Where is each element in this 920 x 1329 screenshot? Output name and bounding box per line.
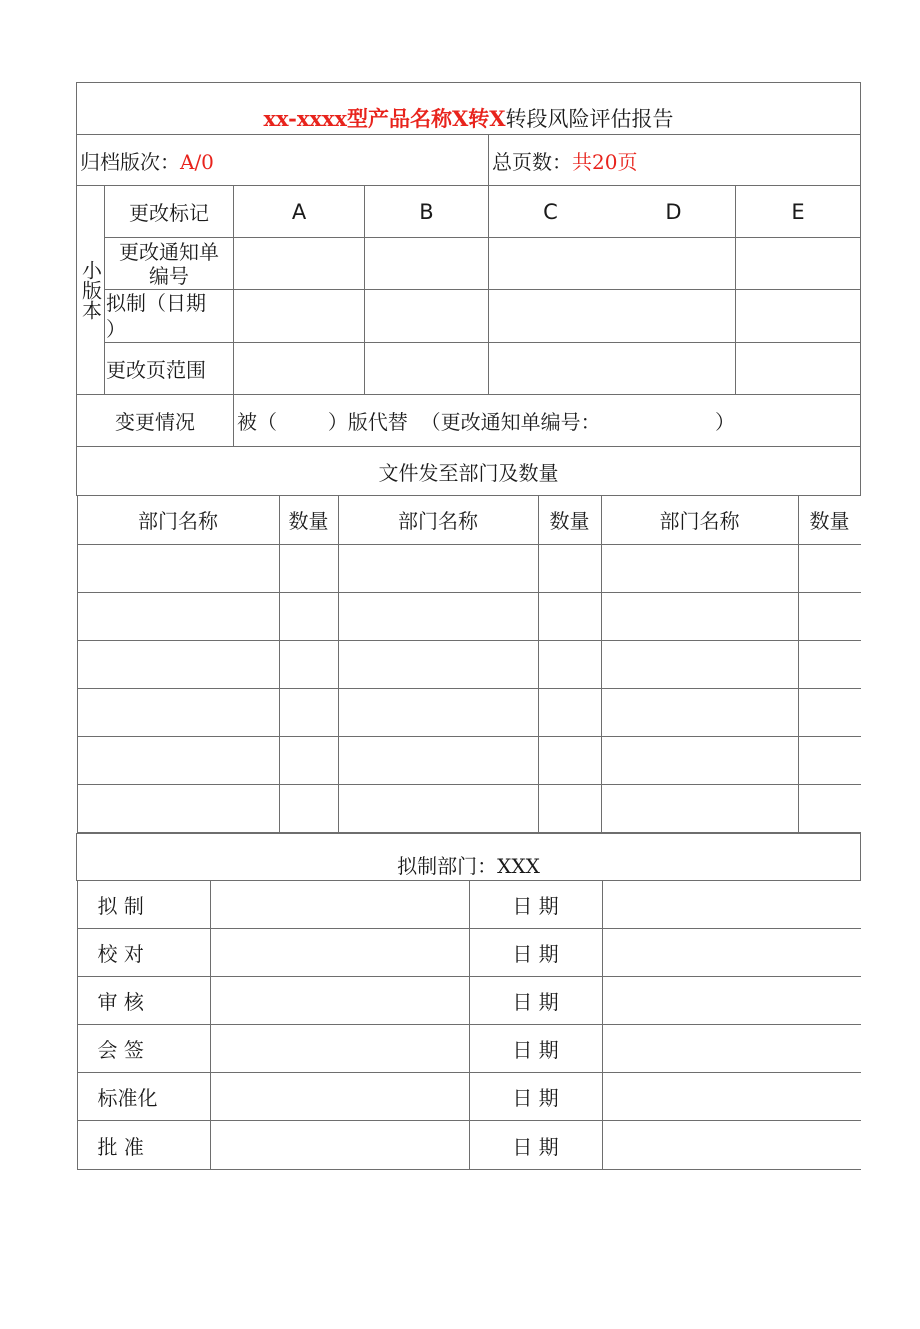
version-col-b: B <box>365 186 489 238</box>
distribution-row <box>77 784 861 832</box>
dept-cell[interactable] <box>338 640 538 688</box>
total-pages-value: 共20页 <box>572 149 638 174</box>
signoff-date-label: 日 期 <box>469 1025 602 1073</box>
signoff-name-cell[interactable] <box>210 1121 469 1170</box>
distribution-wrapper <box>77 496 861 834</box>
dept-cell[interactable] <box>77 640 279 688</box>
qty-cell[interactable] <box>798 736 861 784</box>
dept-cell[interactable] <box>338 688 538 736</box>
qty-cell[interactable] <box>279 592 338 640</box>
distribution-row <box>77 544 861 592</box>
drafting-department: 拟制部门：XXX <box>77 833 861 880</box>
signoff-role-label: 校 对 <box>77 929 210 977</box>
draft-cell-cd[interactable] <box>489 290 736 343</box>
qty-cell[interactable] <box>279 736 338 784</box>
qty-cell[interactable] <box>538 544 601 592</box>
qty-cell[interactable] <box>798 688 861 736</box>
qty-cell[interactable] <box>538 688 601 736</box>
draft-cell-a[interactable] <box>234 290 365 343</box>
distribution-heading: 文件发至部门及数量 <box>77 447 861 496</box>
report-title <box>77 83 861 135</box>
dept-cell[interactable] <box>338 736 538 784</box>
signoff-role-label: 批 准 <box>77 1121 210 1170</box>
qty-cell[interactable] <box>538 640 601 688</box>
total-pages-cell <box>489 135 861 186</box>
change-mark-label: 更改标记 <box>105 186 234 238</box>
signoff-role-label: 拟 制 <box>77 881 210 929</box>
signoff-name-cell[interactable] <box>210 1073 469 1121</box>
distribution-row <box>77 688 861 736</box>
version-col-c: C <box>543 199 558 224</box>
change-status-label: 变更情况 <box>77 395 234 447</box>
change-status-text: 被（ ）版代替 （更改通知单编号： ） <box>234 395 861 447</box>
signoff-date-cell[interactable] <box>602 1121 861 1170</box>
dept-cell[interactable] <box>77 688 279 736</box>
signoff-date-label: 日 期 <box>469 1073 602 1121</box>
signoff-table <box>77 881 861 1171</box>
signoff-row <box>77 977 861 1025</box>
distribution-row <box>77 640 861 688</box>
signoff-role-label: 审 核 <box>77 977 210 1025</box>
dept-cell[interactable] <box>601 784 798 832</box>
signoff-row <box>77 929 861 977</box>
qty-header-2: 数量 <box>538 496 601 544</box>
version-col-d: D <box>665 199 682 224</box>
qty-cell[interactable] <box>798 544 861 592</box>
report-form-table <box>76 82 861 1170</box>
signoff-name-cell[interactable] <box>210 929 469 977</box>
change-notice-label-line2: 编号 <box>149 263 189 288</box>
qty-cell[interactable] <box>279 784 338 832</box>
version-col-cd <box>489 186 736 238</box>
qty-cell[interactable] <box>798 640 861 688</box>
dept-cell[interactable] <box>77 544 279 592</box>
dept-header-3: 部门名称 <box>601 496 798 544</box>
change-scope-label: 更改页范围 <box>105 343 234 395</box>
signoff-date-label: 日 期 <box>469 929 602 977</box>
dept-cell[interactable] <box>77 784 279 832</box>
dept-cell[interactable] <box>601 640 798 688</box>
version-col-e: E <box>736 186 861 238</box>
signoff-date-cell[interactable] <box>602 881 861 929</box>
notice-cell-e[interactable] <box>736 238 861 290</box>
signoff-name-cell[interactable] <box>210 881 469 929</box>
qty-cell[interactable] <box>279 640 338 688</box>
signoff-date-cell[interactable] <box>602 1025 861 1073</box>
qty-cell[interactable] <box>798 592 861 640</box>
draft-date-label-line2: ） <box>106 317 126 341</box>
distribution-table <box>77 496 861 833</box>
notice-cell-a[interactable] <box>234 238 365 290</box>
document-page <box>76 82 860 1170</box>
version-col-a: A <box>234 186 365 238</box>
dept-cell[interactable] <box>601 592 798 640</box>
signoff-wrapper <box>77 880 861 1170</box>
dept-cell[interactable] <box>77 592 279 640</box>
distribution-row <box>77 736 861 784</box>
archive-version-value: A/0 <box>180 149 214 174</box>
scope-cell-a[interactable] <box>234 343 365 395</box>
signoff-date-label: 日 期 <box>469 1121 602 1170</box>
dept-cell[interactable] <box>338 544 538 592</box>
archive-version-cell <box>77 135 489 186</box>
qty-cell[interactable] <box>279 544 338 592</box>
draft-cell-e[interactable] <box>736 290 861 343</box>
change-notice-label <box>105 238 234 290</box>
archive-version-label: 归档版次： <box>80 149 180 174</box>
signoff-row <box>77 1025 861 1073</box>
signoff-row <box>77 1073 861 1121</box>
draft-date-label-line1: 拟制（日期 <box>106 291 206 315</box>
signoff-row <box>77 881 861 929</box>
signoff-date-cell[interactable] <box>602 929 861 977</box>
dept-cell[interactable] <box>601 736 798 784</box>
draft-cell-b[interactable] <box>365 290 489 343</box>
scope-cell-e[interactable] <box>736 343 861 395</box>
signoff-name-cell[interactable] <box>210 1025 469 1073</box>
dept-header-1: 部门名称 <box>77 496 279 544</box>
change-notice-label-line1: 更改通知单 <box>119 239 219 264</box>
notice-cell-cd[interactable] <box>489 238 736 290</box>
qty-header-1: 数量 <box>279 496 338 544</box>
total-pages-label: 总页数： <box>492 149 572 174</box>
dept-cell[interactable] <box>601 688 798 736</box>
dept-cell[interactable] <box>338 784 538 832</box>
qty-cell[interactable] <box>538 736 601 784</box>
distribution-row <box>77 592 861 640</box>
dept-cell[interactable] <box>77 736 279 784</box>
signoff-date-label: 日 期 <box>469 977 602 1025</box>
title-red-part: xx-xxxx型产品名称X转X <box>263 106 506 131</box>
signoff-date-cell[interactable] <box>602 1073 861 1121</box>
notice-cell-b[interactable] <box>365 238 489 290</box>
signoff-role-label: 会 签 <box>77 1025 210 1073</box>
scope-cell-b[interactable] <box>365 343 489 395</box>
title-black-part: 转段风险评估报告 <box>505 107 674 131</box>
scope-cell-cd[interactable] <box>489 343 736 395</box>
qty-header-3: 数量 <box>798 496 861 544</box>
qty-cell[interactable] <box>798 784 861 832</box>
dept-cell[interactable] <box>601 544 798 592</box>
signoff-name-cell[interactable] <box>210 977 469 1025</box>
draft-date-label <box>105 290 234 343</box>
signoff-row <box>77 1121 861 1170</box>
dept-cell[interactable] <box>338 592 538 640</box>
signoff-role-label: 标准化 <box>77 1073 210 1121</box>
qty-cell[interactable] <box>538 784 601 832</box>
signoff-date-label: 日 期 <box>469 881 602 929</box>
dept-header-2: 部门名称 <box>338 496 538 544</box>
qty-cell[interactable] <box>279 688 338 736</box>
signoff-date-cell[interactable] <box>602 977 861 1025</box>
qty-cell[interactable] <box>538 592 601 640</box>
minor-version-side-label: 小版本 <box>77 186 105 395</box>
